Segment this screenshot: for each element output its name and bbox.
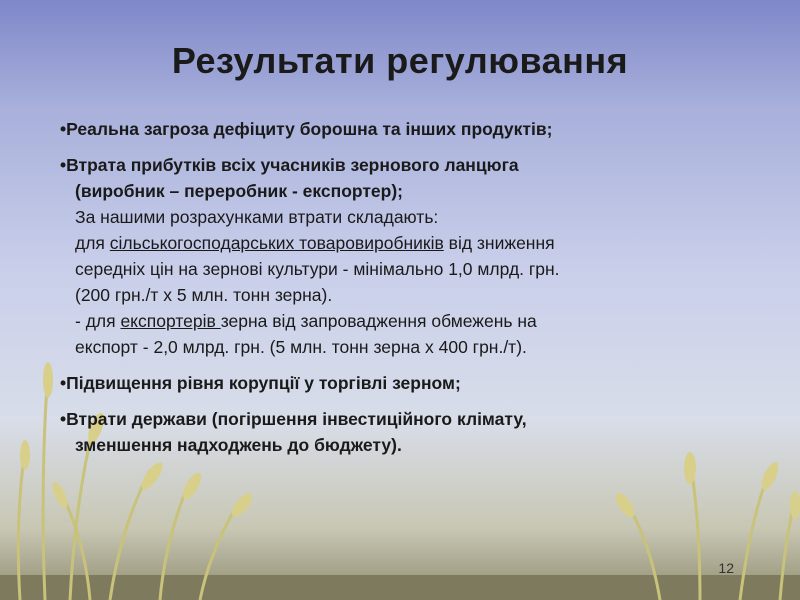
page-number: 12	[718, 560, 734, 576]
bullet-2-line-4-post: від зниження	[443, 233, 555, 253]
bullet-4-line-1: •Втрати держави (погіршення інвестиційного клімату,	[60, 409, 527, 429]
bullet-2-line-4	[60, 230, 760, 256]
bullet-4	[60, 406, 760, 458]
bullet-2-line-7-pre: - для	[75, 311, 121, 331]
exporters-link[interactable]: експортерів	[120, 311, 221, 331]
bullet-1-text: •Реальна загроза дефіциту борошна та інших продуктів;	[60, 119, 553, 139]
bullet-2-line-2: (виробник – переробник - експортер);	[75, 181, 403, 201]
bullet-2-line-7	[60, 308, 760, 334]
bullet-2-line-4-pre: для	[75, 233, 110, 253]
bullet-3	[60, 370, 760, 396]
agri-producers-link[interactable]: сільськогосподарських товаровиробників	[109, 233, 444, 253]
ground	[0, 575, 800, 600]
bullet-2	[60, 152, 760, 360]
bullet-2-line-1: •Втрата прибутків всіх учасників зернового ланцюга	[60, 155, 519, 175]
bullet-2-line-5: середніх цін на зернові культури - мінімально 1,0 млрд. грн.	[75, 259, 560, 279]
bullet-4-line-2: зменшення надходжень до бюджету).	[75, 435, 402, 455]
bullet-3-text: •Підвищення рівня корупції у торгівлі зерном;	[60, 373, 461, 393]
bullet-1	[60, 116, 760, 142]
bullet-2-line-3: За нашими розрахунками втрати складають:	[75, 207, 439, 227]
bullet-2-line-8: експорт - 2,0 млрд. грн. (5 млн. тонн зерна х 400 грн./т).	[75, 337, 527, 357]
slide-content	[60, 116, 760, 468]
bullet-2-line-7-post: зерна від запровадження обмежень на	[220, 311, 537, 331]
slide-title: Результати регулювання	[171, 40, 629, 81]
bullet-2-line-6: (200 грн./т х 5 млн. тонн зерна).	[75, 285, 333, 305]
